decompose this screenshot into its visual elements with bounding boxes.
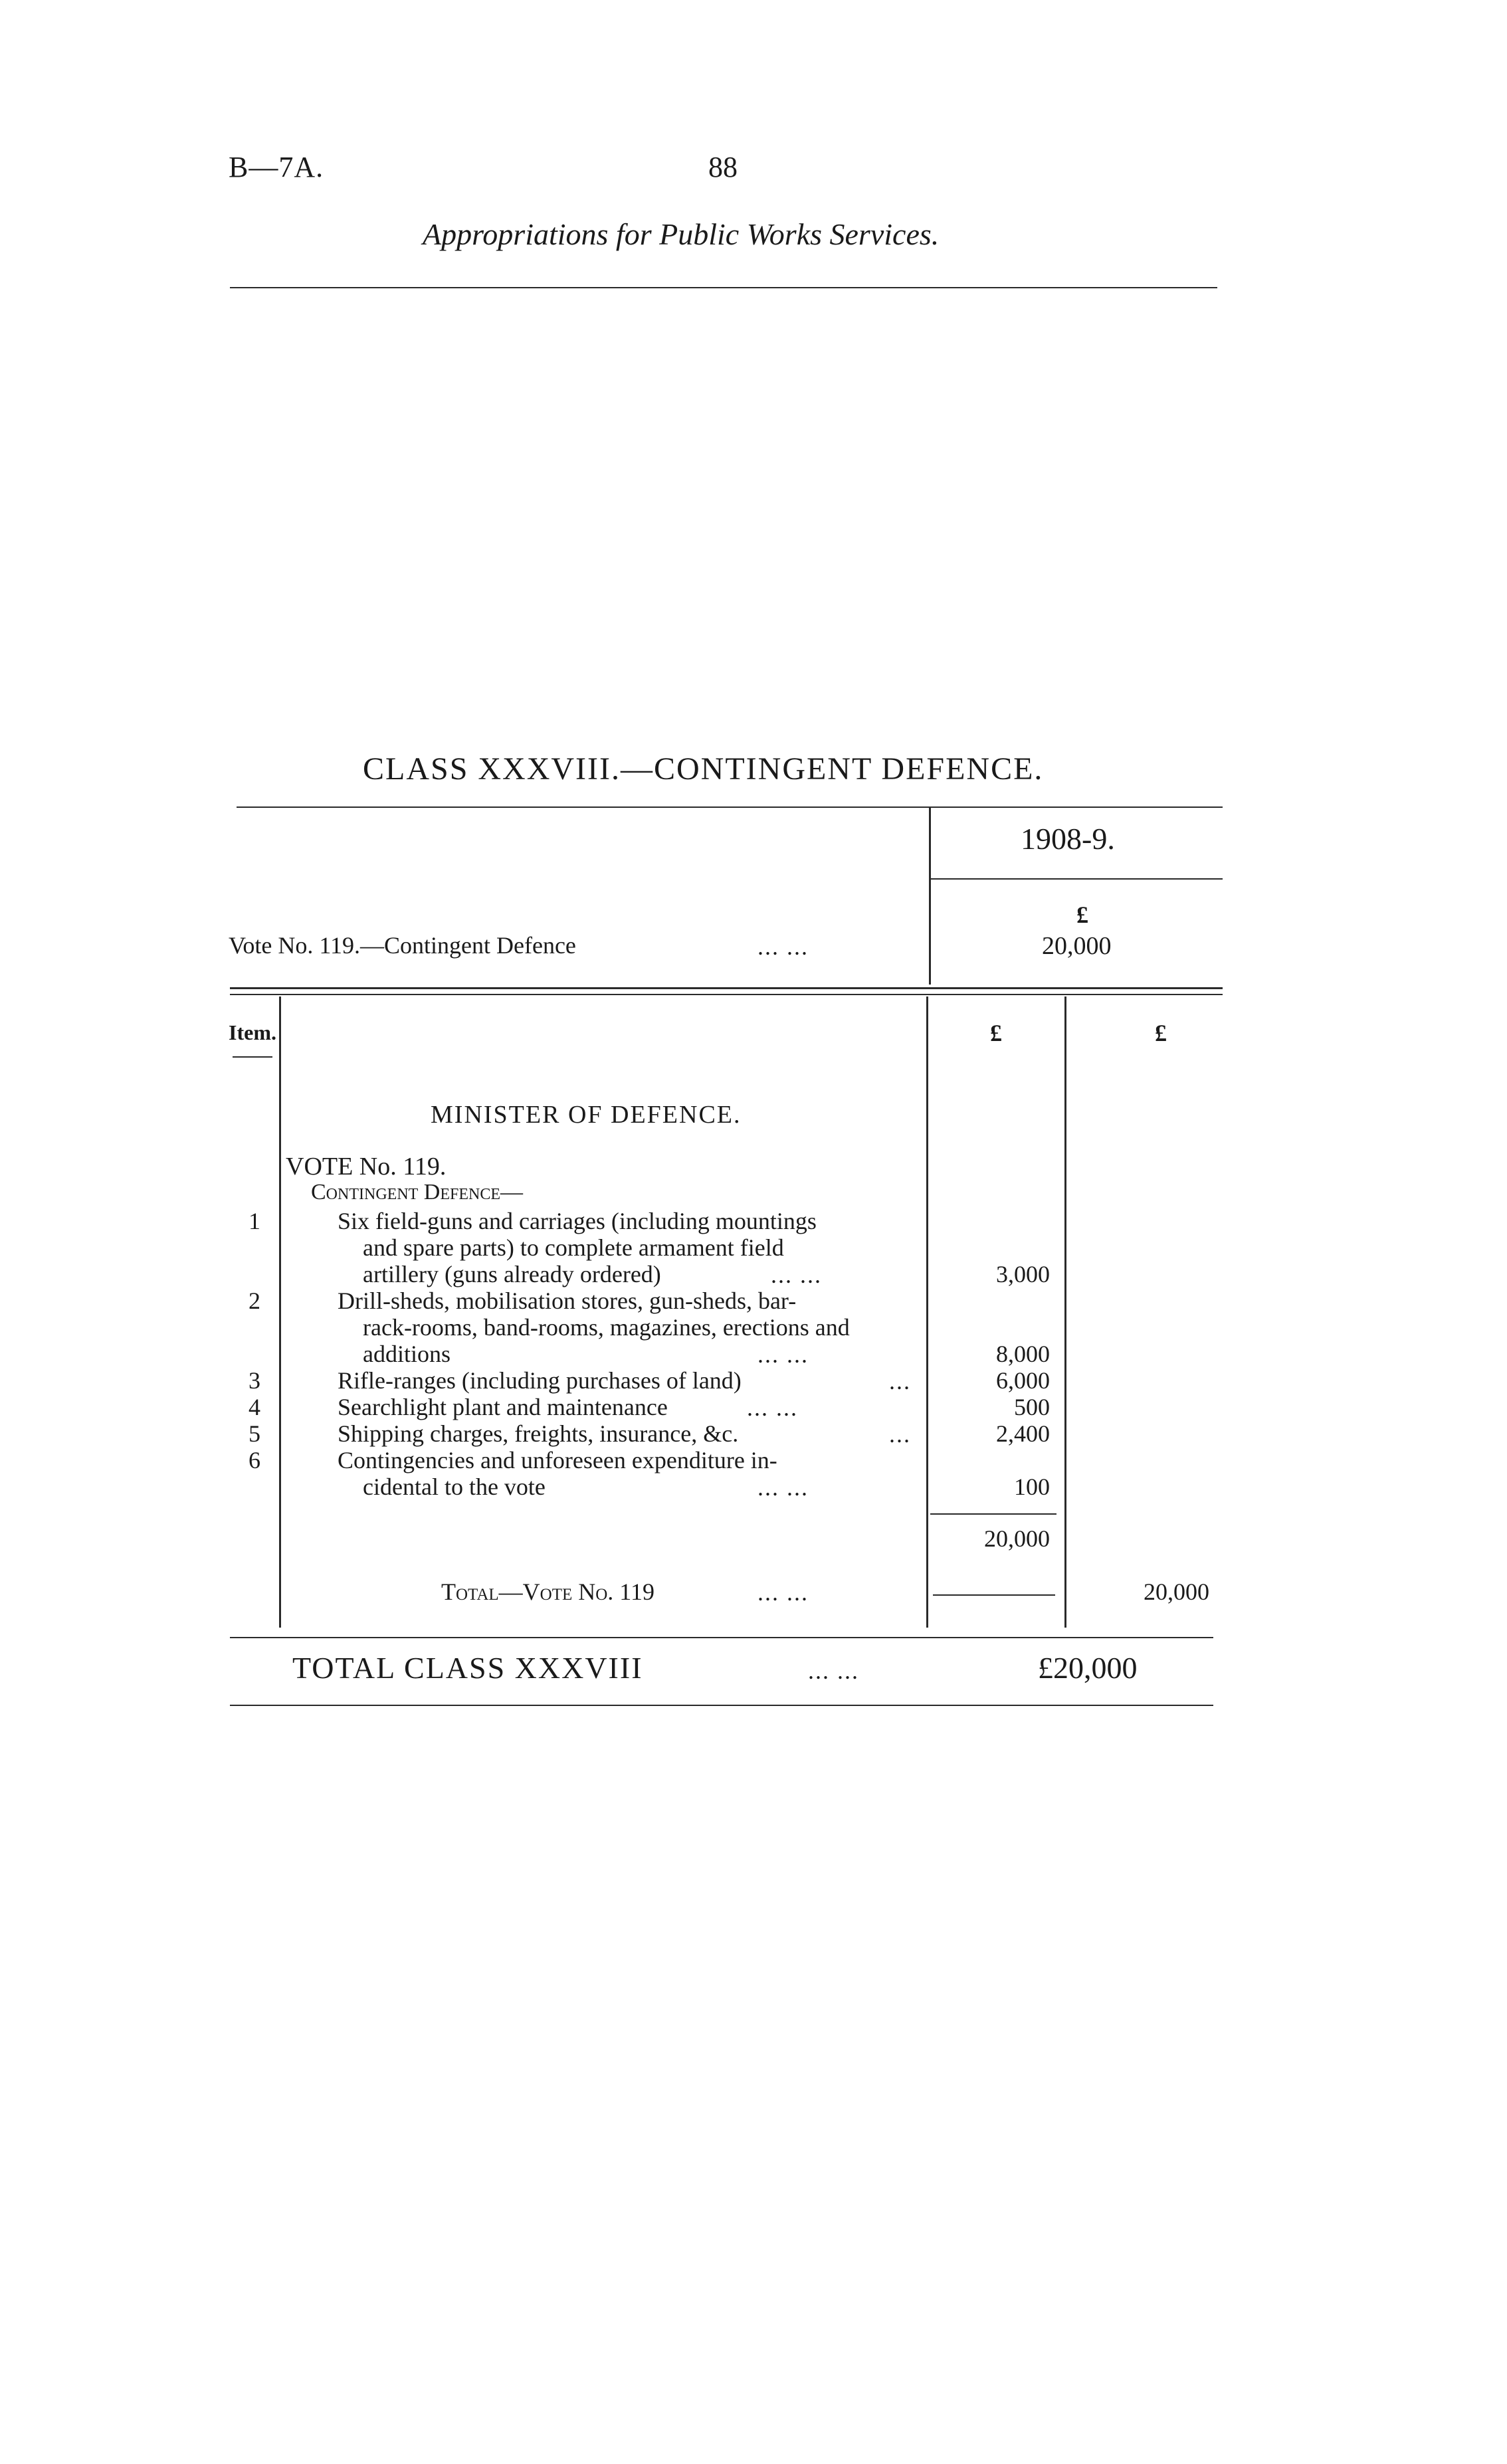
grand-total-amount: £20,000 [1038,1651,1138,1685]
item-text-line: artillery (guns already ordered) [363,1261,661,1287]
item-text-line: Rifle-ranges (including purchases of land) [338,1367,742,1394]
grand-total-bottom-rule [230,1705,1213,1706]
minister-heading: MINISTER OF DEFENCE. [431,1101,742,1129]
item-text-line: Searchlight plant and maintenance [338,1394,668,1420]
item-dots: ... [889,1421,911,1448]
grand-total-top-rule [230,1637,1213,1638]
item-text-line: Contingencies and unforeseen expenditure in- [338,1447,777,1473]
total-vote-dots: ... ... [757,1579,809,1606]
item-number: 2 [249,1287,260,1314]
page-number: 88 [708,151,738,183]
item-column-rule [279,996,281,1628]
item-text-line: additions [363,1341,451,1367]
summary-year: 1908-9. [1021,822,1115,856]
amount-column-rule [926,996,928,1628]
header-divider [230,287,1217,288]
table-top-rule-2 [230,994,1223,995]
col2-currency: £ [1155,1020,1167,1046]
subtotal-rule [930,1513,1056,1515]
summary-currency: £ [1076,901,1088,928]
item-dots: ... ... [771,1262,822,1288]
subtotal-amount: 20,000 [984,1525,1050,1552]
document-ref: B—7A. [229,151,324,183]
class-heading: CLASS XXXVIII.—CONTINGENT DEFENCE. [363,751,1044,787]
item-dots: ... ... [757,1474,809,1501]
item-amount: 8,000 [996,1341,1050,1367]
grand-total-dots: ... ... [808,1658,859,1684]
grand-total-label: TOTAL CLASS XXXVIII [292,1651,643,1685]
col1-currency: £ [990,1020,1002,1046]
item-amount: 3,000 [996,1261,1050,1287]
item-text-line: Six field-guns and carriages (including mountings [338,1208,817,1234]
section-heading: Contingent Defence— [311,1180,524,1204]
total-vote-amount: 20,000 [1144,1578,1209,1605]
vote-title: VOTE No. 119. [286,1153,447,1181]
item-dots: ... ... [747,1394,798,1421]
item-amount: 100 [1014,1473,1050,1500]
table-top-rule-1 [230,987,1223,989]
item-number: 4 [249,1394,260,1420]
item-amount: 2,400 [996,1420,1050,1447]
vote-amount: 20,000 [1042,932,1112,960]
item-text-line: Drill-sheds, mobilisation stores, gun-sheds, bar- [338,1287,797,1314]
summary-year-rule [930,878,1223,880]
item-amount: 500 [1014,1394,1050,1420]
total-vote-label: Total—Vote No. 119 [441,1578,654,1605]
item-dots: ... ... [757,1341,809,1368]
item-header-underline [233,1056,272,1058]
item-text-line: cidental to the vote [363,1473,546,1500]
item-header: Item. [229,1020,276,1044]
item-number: 1 [249,1208,260,1234]
vote-label: Vote No. 119.—Contingent Defence [229,932,576,959]
item-number: 3 [249,1367,260,1394]
vote-label-dots: ... ... [757,933,809,960]
item-dots: ... [889,1368,911,1394]
item-number: 6 [249,1447,260,1473]
total-vote-rule [933,1594,1055,1596]
item-text-line: rack-rooms, band-rooms, magazines, erections and [363,1314,850,1341]
item-text-line: Shipping charges, freights, insurance, &c. [338,1420,739,1447]
item-amount: 6,000 [996,1367,1050,1394]
page-subtitle: Appropriations for Public Works Services. [423,217,940,251]
total-column-rule [1064,996,1066,1628]
item-number: 5 [249,1420,260,1447]
summary-vertical-rule [929,808,931,985]
item-text-line: and spare parts) to complete armament field [363,1234,784,1261]
class-heading-rule [237,806,1223,808]
